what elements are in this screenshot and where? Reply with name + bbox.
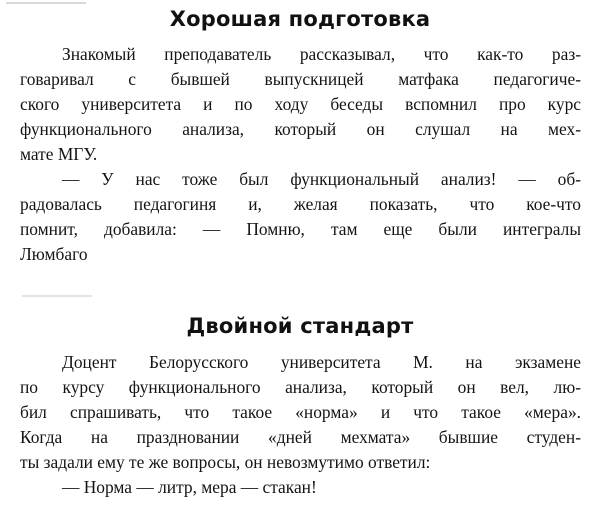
- story-2-para-2-line-1: — Норма — литр, мера — стакан!: [62, 477, 317, 497]
- story-1-para-1-line-5: мате МГУ.: [20, 144, 98, 164]
- story-1-para-2-line-2: радовалась педагогиня и, желая показать, что кое-что: [20, 194, 581, 214]
- story-1-para-1-line-2: говаривал с бывшей выпускницей матфака педагогиче-: [20, 69, 581, 89]
- scan-artifact-top: [6, 2, 86, 4]
- story-2-para-1-line-5: ты задали ему те же вопросы, он невозмутимо ответил:: [20, 452, 431, 472]
- story-1-para-1-line-4: функционального анализа, который он слушал на мех-: [20, 119, 581, 139]
- story-2-para-1-line-1: Доцент Белорусского университета М. на экзамене: [62, 352, 581, 372]
- story-1-para-1-line-1: Знакомый преподаватель рассказывал, что как-то раз-: [62, 44, 581, 64]
- story-1-para-2-line-3: помнит, добавила: — Помню, там еще были интегралы: [20, 219, 581, 239]
- story-2-para-1-line-3: бил спрашивать, что такое «норма» и что такое «мера».: [20, 402, 581, 422]
- story-1-para-2-line-1: — У нас тоже был функциональный анализ! — об-: [62, 169, 581, 189]
- story-2-para-1-line-4: Когда на праздновании «дней мехмата» бывшие студен-: [20, 427, 581, 447]
- story-title-1: Хорошая подготовка: [169, 7, 431, 31]
- story-1-para-2-line-4: Люмбаго: [20, 244, 88, 264]
- story-title-2: Двойной стандарт: [186, 314, 414, 338]
- scan-artifact-middle: [22, 295, 92, 297]
- story-2-para-1-line-2: по курсу функционального анализа, который он вел, лю-: [20, 377, 581, 397]
- story-1-para-1-line-3: ского университета и по ходу беседы вспомнил про курс: [20, 94, 581, 114]
